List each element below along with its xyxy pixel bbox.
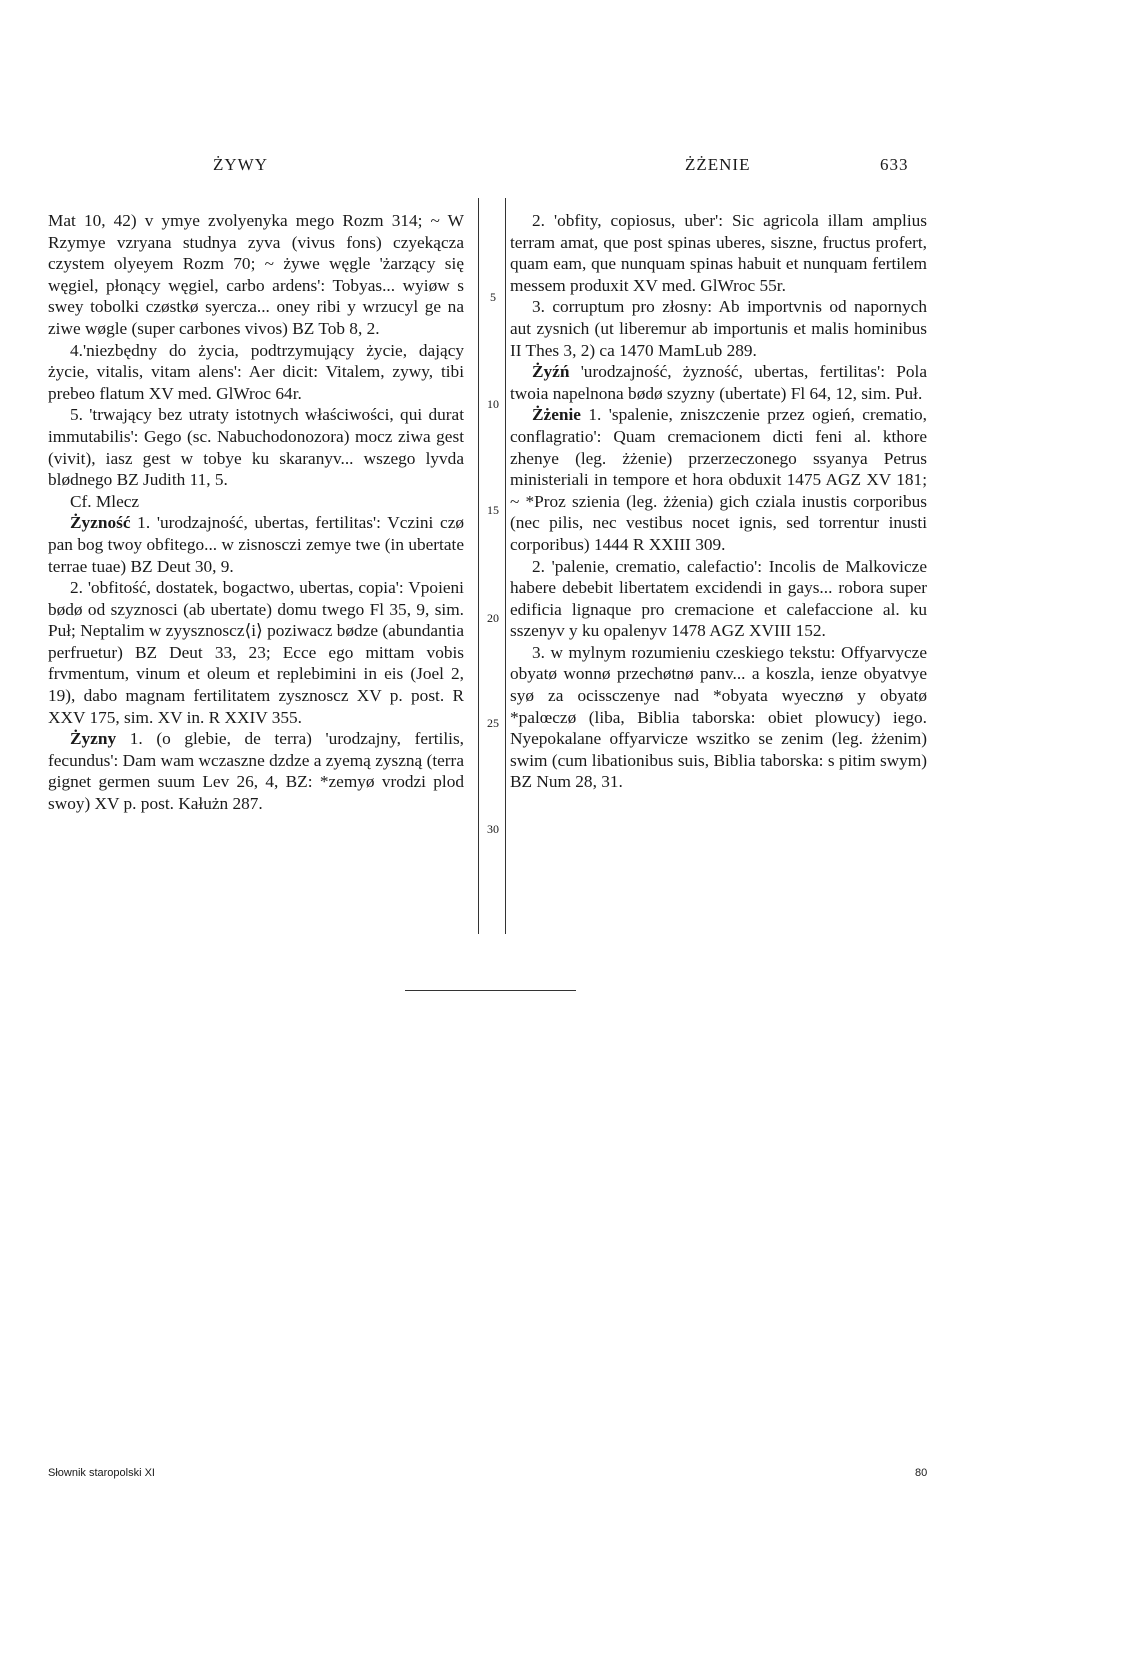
entry-paragraph: 3. corruptum pro złosny: Ab importvnis od napornych aut zysnich (ut liberemur ab importunis et malis hominibus II Thes 3, 2) ca 1470 MamLub 289. [510, 297, 927, 360]
footer-title: Słownik staropolski XI [48, 1467, 155, 1479]
cross-reference: Cf. Mlecz [70, 491, 140, 511]
entry-text: 1. 'urodzajność, ubertas, fertilitas': Vczini czø pan bog twoy obfitego... w zisnosczi zemye twe (in ubertate terrae tuae) BZ Deut 30, 9. [48, 513, 464, 576]
entry-paragraph: 2. 'palenie, crematio, calefactio': Incolis de Malkovicze habere debebit libertatem excidendi in gays... robora super edificia lignaque pro cremacione et calefaccione al. ku sszenyv y ku opalenyv 1478 AGZ XVIII 152. [510, 556, 927, 641]
entry-paragraph [48, 728, 464, 814]
entry-paragraph: 4.'niezbędny do życia, podtrzymujący życie, dający życie, vitalis, vitam alens': Aer dicit: Vitalem, zywy, tibi prebeo flatum XV med. GlWroc 64r. [48, 340, 464, 403]
column-rule-left [478, 198, 479, 934]
entry-paragraph [510, 361, 927, 404]
entry-paragraph: 5. 'trwający bez utraty istotnych właściwości, qui durat immutabilis': Gego (sc. Nabuchodonozora) mocz ziwa gest (vivit), iasz gest w tobye ku skaranyv... wszego lyvda blødnego BZ Judith 11, 5. [48, 405, 464, 490]
line-number: 5 [490, 290, 496, 304]
entry-text: 1. 'spalenie, zniszczenie przez ogień, crematio, conflagratio': Quam cremacionem dicti feni al. kthore zhenye (leg. żżenie) przerzeczonego ssyanya Petrus ministeriali in tempore et hora obduxit 1475 AGZ XV 181; ~ *Proz szienia (leg. żżenia) gich cziala inustis corporibus (nec pilis, nec vestibus nocet ignis, sed torrentur inusti corporibus) 1444 R XXIII 309. [510, 405, 927, 554]
headword: Żyzny [70, 729, 117, 749]
line-number: 25 [487, 716, 499, 730]
headword: Żyźń [532, 362, 570, 382]
entry-paragraph: Mat 10, 42) v ymye zvolyenyka mego Rozm 314; ~ W Rzymye vzryana studnya zyva (vivus fons) czyekącza czystem olyeyem Rozm 70; ~ żywe węgle 'żarzący się węgiel, płonący węgiel, carbo ardens': Tobyas... wyiøw s swey tobolki czøstkø syercza... oney ribi y wrzucyl ge na ziwe wøgle (super carbones vivos) BZ Tob 8, 2. [48, 211, 464, 338]
line-number: 15 [487, 503, 499, 517]
entry-text: 'urodzajność, żyzność, ubertas, fertilitas': Pola twoia napelnona bødø szyzny (ubertate) Fl 64, 12, sim. Puł. [510, 362, 927, 403]
line-number: 20 [487, 611, 499, 625]
page-number: 633 [880, 155, 909, 174]
running-head-left: ŻYWY [213, 155, 268, 174]
entry-paragraph: 2. 'obfitość, dostatek, bogactwo, ubertas, copia': Vpoieni bødø od szyznosci (ab ubertate) domu twego Fl 35, 9, sim. Puł; Neptalim w zyysznoscz⟨i⟩ poziwacz bødze (abundantia perfruetur) BZ Deut 33, 23; Ecce ego mittam vobis frvmentum, vinum et oleum et replebimini in eis (Joel 2, 19), dabo magnam fertilitatem zysznoscz XV p. post. R XXV 175, sim. XV in. R XXIV 355. [48, 578, 464, 727]
end-rule [405, 990, 576, 991]
line-number: 30 [487, 822, 499, 836]
entry-paragraph: 2. 'obfity, copiosus, uber': Sic agricola illam amplius terram amat, que post spinas uberes, siszne, fructus profert, quam eam, que nunquam spinas habuit et nunquam fertilem messem produxit XV med. GlWroc 55r. [510, 211, 927, 295]
entry-text: 1. (o glebie, de terra) 'urodzajny, fertilis, fecundus': Dam wam wczaszne dzdze a zyemą zyszną (terra gignet germen suum Lev 26, 4, BZ: *zemyø vrodzi plod swoy) XV p. post. Kałużn 287. [48, 729, 464, 814]
headword: Żżenie [532, 405, 581, 425]
headword: Żyzność [70, 513, 131, 533]
footer-signature: 80 [915, 1467, 928, 1479]
entry-paragraph: 3. w mylnym rozumieniu czeskiego tekstu: Offyarvycze obyatø wonnø przechøtnø panv... a koszla, ienze obyatvye syø za ocissczenye nad *obyata wyecznø y obyatø *palœczø (liba, Biblia taborska: obiet plowucy) iego. Nyepokalane offyarvicze wszitko se zenim (leg. żżenim) swim (cum libationibus suis, Biblia taborska: s pitim swym) BZ Num 28, 31. [510, 642, 927, 792]
column-rule-right [505, 198, 506, 934]
entry-paragraph [510, 404, 927, 555]
entry-paragraph [48, 512, 464, 577]
right-column [510, 210, 927, 793]
running-head-center: ŻŻENIE [685, 155, 751, 174]
left-column [48, 210, 464, 815]
line-number: 10 [487, 397, 499, 411]
